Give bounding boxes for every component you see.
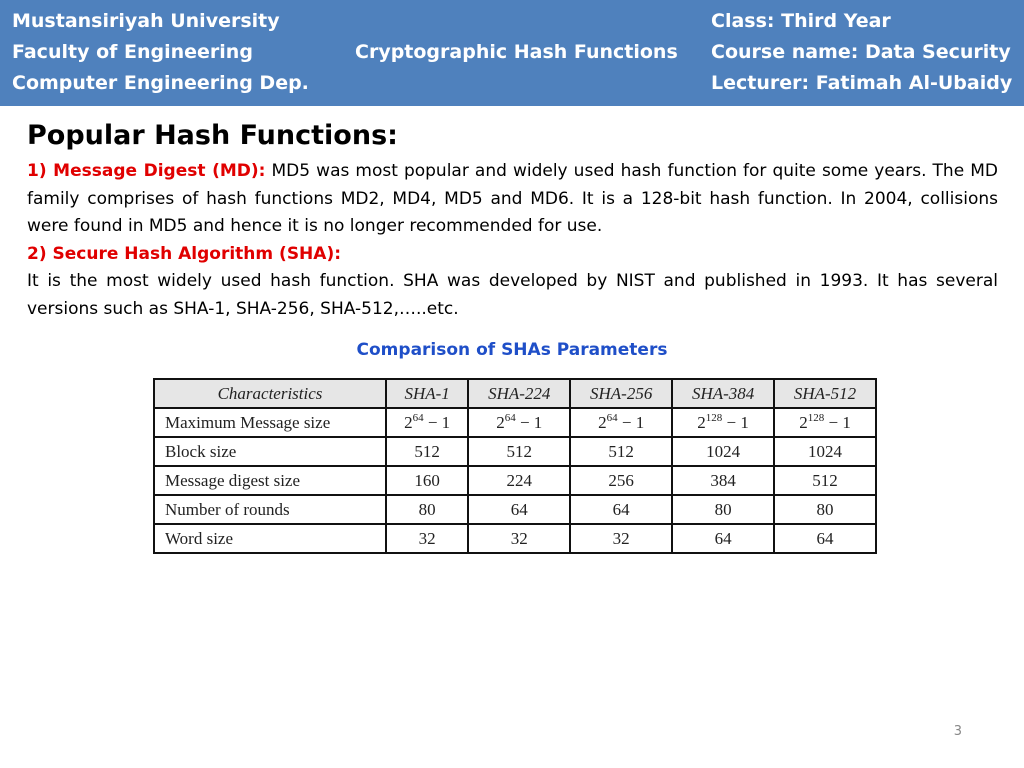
table-cell: 1024 <box>672 437 774 466</box>
table-row <box>154 466 876 495</box>
table-cell: 80 <box>774 495 876 524</box>
table-row <box>154 524 876 553</box>
faculty-name: Faculty of Engineering <box>12 41 253 63</box>
table-cell: 384 <box>672 466 774 495</box>
row-label: Block size <box>154 437 386 466</box>
table-cell: 512 <box>570 437 672 466</box>
md-heading: 1) Message Digest (MD): <box>27 161 266 181</box>
header-sha512: SHA-512 <box>774 379 876 408</box>
table-cell: 64 <box>672 524 774 553</box>
sha-comparison-table <box>153 378 877 554</box>
section-title: Popular Hash Functions: <box>27 120 398 151</box>
table-cell: $2^{64} - 1$ <box>570 408 672 437</box>
table-caption: Comparison of SHAs Parameters <box>356 340 668 360</box>
table-cell: 80 <box>672 495 774 524</box>
table-row <box>154 408 876 437</box>
table-row <box>154 495 876 524</box>
table-cell: 512 <box>774 466 876 495</box>
class-label: Class: Third Year <box>711 10 891 32</box>
row-label: Message digest size <box>154 466 386 495</box>
row-label: Word size <box>154 524 386 553</box>
row-label: Number of rounds <box>154 495 386 524</box>
row-label: Maximum Message size <box>154 408 386 437</box>
table-cell: $2^{128} - 1$ <box>672 408 774 437</box>
table-header-row <box>154 379 876 408</box>
table-row <box>154 437 876 466</box>
table-cell: 80 <box>386 495 468 524</box>
course-name: Course name: Data Security <box>711 41 1011 63</box>
table-cell: 1024 <box>774 437 876 466</box>
header-sha1: SHA-1 <box>386 379 468 408</box>
header-sha256: SHA-256 <box>570 379 672 408</box>
university-name: Mustansiriyah University <box>12 10 280 32</box>
sha-paragraph: It is the most widely used hash function. SHA was developed by NIST and published in 1993. It has several versions such as SHA-1, SHA-256, SHA-512,…..etc. <box>27 271 998 319</box>
lecture-topic: Cryptographic Hash Functions <box>355 41 678 63</box>
sha-heading: 2) Secure Hash Algorithm (SHA): <box>27 243 342 264</box>
header-sha384: SHA-384 <box>672 379 774 408</box>
table-cell: 64 <box>570 495 672 524</box>
lecturer-name: Lecturer: Fatimah Al-Ubaidy <box>711 72 1013 94</box>
table-cell: 64 <box>774 524 876 553</box>
table-cell: 160 <box>386 466 468 495</box>
md-paragraph <box>27 158 998 241</box>
table-cell: 512 <box>386 437 468 466</box>
table-cell: 32 <box>468 524 570 553</box>
page-number: 3 <box>953 724 962 739</box>
table-cell: 64 <box>468 495 570 524</box>
table-cell: 512 <box>468 437 570 466</box>
department-name: Computer Engineering Dep. <box>12 72 309 94</box>
header-sha224: SHA-224 <box>468 379 570 408</box>
md-text: MD5 was most popular and widely used hash function for quite some years. The MD family comprises of hash functions MD2, MD4, MD5 and MD6. It is a 128-bit hash function. In 2004, collisions were found in MD5 and hence it is no longer recommended for use. <box>27 161 998 236</box>
table-cell: $2^{64} - 1$ <box>468 408 570 437</box>
table-cell: 32 <box>570 524 672 553</box>
table-cell: 224 <box>468 466 570 495</box>
table-cell: 32 <box>386 524 468 553</box>
header-characteristics: Characteristics <box>154 379 386 408</box>
table-cell: $2^{128} - 1$ <box>774 408 876 437</box>
slide-header <box>0 0 1024 106</box>
table-cell: $2^{64} - 1$ <box>386 408 468 437</box>
table-cell: 256 <box>570 466 672 495</box>
slide-body <box>27 118 998 323</box>
